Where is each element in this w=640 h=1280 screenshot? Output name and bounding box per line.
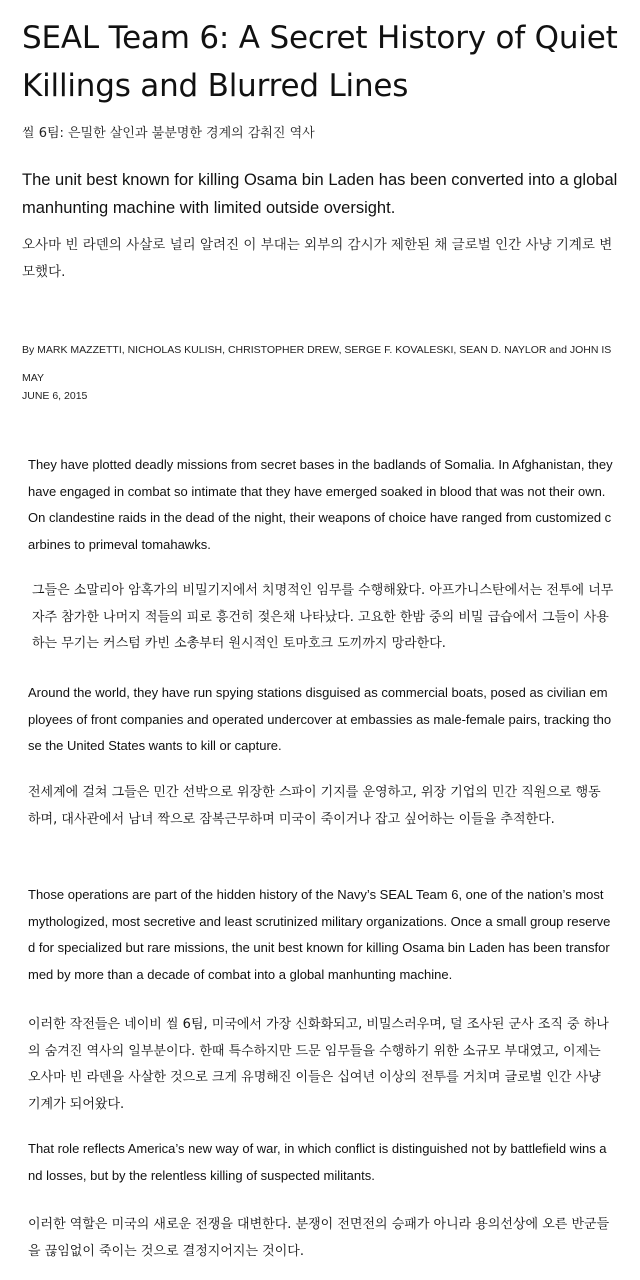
article-title-korean: 씰 6팀: 은밀한 살인과 불분명한 경계의 감춰진 역사 — [22, 126, 315, 141]
article-title: SEAL Team 6: A Secret History of Quiet Killings and Blurred Lines — [22, 20, 618, 104]
paragraph-3-korean: 이러한 작전들은 네이비 씰 6팀, 미국에서 가장 신화화되고, 비밀스러우며, 덜 조사된 군사 조직 중 하나의 숨겨진 역사의 일부분이다. 한때 특수하지만 드문 임무들을 수행하기 위한 소규모 부대였고, 이제는 오사마 빈 라덴을 사살한 것으로 크게 유명해진 이들은 십여년 이상의 전투를 거치며 글로벌 인간 사냥 기계가 되어왔다. — [28, 1017, 609, 1112]
article-summary-korean: 오사마 빈 라덴의 사살로 널리 알려진 이 부대는 외부의 감시가 제한된 채 글로벌 인간 사냥 기계로 변모했다. — [22, 237, 613, 280]
paragraph-1-english: They have plotted deadly missions from secret bases in the badlands of Somalia. In Afghanistan, they have engaged in combat so intimate that they have emerged soaked in blood that was not their own. On clandestine raids in the dead of the night, their weapons of choice have ranged from customized carbines to primeval tomahawks. — [28, 457, 613, 552]
paragraph-4-korean: 이러한 역할은 미국의 새로운 전쟁을 대변한다. 분쟁이 전면전의 승패가 아니라 용의선상에 오른 반군들을 끊임없이 죽이는 것으로 결정지어지는 것이다. — [28, 1217, 610, 1259]
paragraph-2-korean: 전세계에 걸쳐 그들은 민간 선박으로 위장한 스파이 기지를 운영하고, 위장 기업의 민간 직원으로 행동하며, 대사관에서 남녀 짝으로 잠복근무하며 미국이 죽이거나 잡고 싶어하는 이들을 추적한다. — [28, 785, 601, 827]
paragraph-3-english: Those operations are part of the hidden history of the Navy’s SEAL Team 6, one of the nation’s most mythologized, most secretive and least scrutinized military organizations. Once a small group reserved for specialized but rare missions, the unit best known for killing Osama bin Laden has been transformed by more than a decade of combat into a global manhunting machine. — [28, 887, 611, 982]
paragraph-2-english: Around the world, they have run spying stations disguised as commercial boats, posed as civilian employees of front companies and operated undercover at embassies as male-female pairs, tracking those the United States wants to kill or capture. — [28, 685, 612, 753]
article-date: JUNE 6, 2015 — [22, 390, 88, 402]
article-byline: By MARK MAZZETTI, NICHOLAS KULISH, CHRISTOPHER DREW, SERGE F. KOVALESKI, SEAN D. NAYLOR and JOHN ISMAY — [22, 344, 612, 384]
paragraph-1-korean: 그들은 소말리아 암혹가의 비밀기지에서 치명적인 임무를 수행해왔다. 아프가니스탄에서는 전투에 너무 자주 참가한 나머지 적들의 피로 흥건히 젖은채 나타났다. 고요한 한밤 중의 비밀 급습에서 그들이 사용하는 무기는 커스텀 카빈 소총부터 원시적인 토마호크 도끼까지 망라한다. — [32, 583, 614, 651]
paragraph-4-english: That role reflects America’s new way of war, in which conflict is distinguished not by battlefield wins and losses, but by the relentless killing of suspected militants. — [28, 1141, 607, 1183]
article-summary: The unit best known for killing Osama bin Laden has been converted into a global manhunting machine with limited outside oversight. — [22, 171, 618, 217]
